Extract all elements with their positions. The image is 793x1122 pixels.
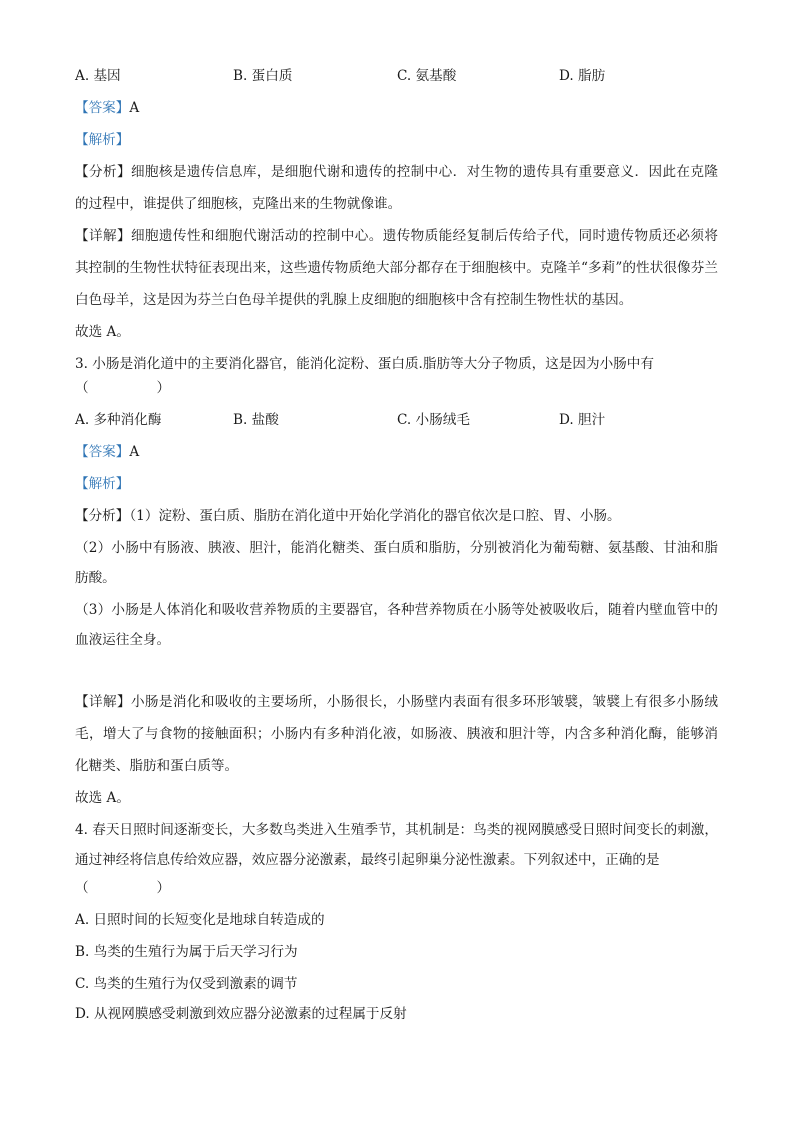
q2-option-a: A. 基因 bbox=[75, 68, 121, 84]
answer-label: 【答案】 bbox=[75, 444, 130, 460]
q2-xiangjie-line-1: 【详解】细胞遗传性和细胞代谢活动的控制中心。遗传物质能经复制后传给子代，同时遗传物质还必须将 bbox=[75, 228, 718, 244]
q2-xiangjie-line-2: 其控制的生物性状特征表现出来，这些遗传物质绝大部分都存在于细胞核中。克隆羊“多莉”的性状很像芬兰 bbox=[75, 260, 718, 276]
q4-stem-line-3: （ ） bbox=[75, 880, 171, 896]
q3-fenxi-line-1: 【分析】（1）淀粉、蛋白质、脂肪在消化道中开始化学消化的器官依次是口腔、胃、小肠。 bbox=[75, 508, 621, 524]
q3-answer bbox=[75, 442, 139, 462]
q3-option-a: A. 多种消化酶 bbox=[75, 412, 162, 428]
q4-option-b: B. 鸟类的生殖行为属于后天学习行为 bbox=[75, 944, 298, 960]
q3-option-b: B. 盐酸 bbox=[233, 412, 279, 428]
q3-xiangjie-line-2: 毛，增大了与食物的接触面积；小肠内有多种消化液，如肠液、胰液和胆汁等，内含多种消化酶，能够消 bbox=[75, 726, 718, 742]
q3-fenxi-line-5: 血液运往全身。 bbox=[75, 632, 171, 648]
q3-xiangjie-line-3: 化糖类、脂肪和蛋白质等。 bbox=[75, 758, 239, 774]
q3-fenxi-line-3: 肪酸。 bbox=[75, 570, 116, 586]
q3-fenxi-line-4: （3）小肠是人体消化和吸收营养物质的主要器官，各种营养物质在小肠等处被吸收后，随着内壁血管中的 bbox=[75, 602, 718, 618]
q4-option-a: A. 日照时间的长短变化是地球自转造成的 bbox=[75, 912, 325, 928]
q4-stem-line-2: 通过神经将信息传给效应器，效应器分泌激素，最终引起卵巢分泌性激素。下列叙述中，正确的是 bbox=[75, 852, 660, 868]
q2-option-d: D. 脂肪 bbox=[559, 68, 606, 84]
q3-xiangjie-line-1: 【详解】小肠是消化和吸收的主要场所，小肠很长，小肠壁内表面有很多环形皱襞，皱襞上有很多小肠绒 bbox=[75, 694, 718, 710]
q2-conclusion: 故选 A。 bbox=[75, 324, 130, 340]
q3-fenxi-line-2: （2）小肠中有肠液、胰液、胆汁，能消化糖类、蛋白质和脂肪，分别被消化为葡萄糖、氨基酸、甘油和脂 bbox=[75, 540, 718, 556]
q2-option-b: B. 蛋白质 bbox=[233, 68, 293, 84]
q3-analysis-label: 【解析】 bbox=[75, 476, 130, 492]
q4-option-c: C. 鸟类的生殖行为仅受到激素的调节 bbox=[75, 976, 298, 992]
q4-option-d: D. 从视网膜感受刺激到效应器分泌激素的过程属于反射 bbox=[75, 1006, 407, 1022]
q2-option-c: C. 氨基酸 bbox=[397, 68, 457, 84]
q2-answer bbox=[75, 98, 139, 118]
q3-conclusion: 故选 A。 bbox=[75, 790, 130, 806]
q3-option-c: C. 小肠绒毛 bbox=[397, 412, 470, 428]
q2-answer-value: A bbox=[129, 100, 140, 116]
q3-stem-line-1: 3. 小肠是消化道中的主要消化器官，能消化淀粉、蛋白质.脂肪等大分子物质，这是因为小肠中有 bbox=[75, 356, 654, 372]
q2-fenxi-line-2: 的过程中，谁提供了细胞核，克隆出来的生物就像谁。 bbox=[75, 196, 402, 212]
answer-label: 【答案】 bbox=[75, 100, 130, 116]
q4-stem-line-1: 4. 春天日照时间逐渐变长，大多数鸟类进入生殖季节，其机制是：鸟类的视网膜感受日照时间变长的刺激， bbox=[75, 822, 718, 838]
q2-fenxi-line-1: 【分析】细胞核是遗传信息库，是细胞代谢和遗传的控制中心．对生物的遗传具有重要意义．因此在克隆 bbox=[75, 164, 718, 180]
q2-analysis-label: 【解析】 bbox=[75, 132, 130, 148]
q3-option-d: D. 胆汁 bbox=[559, 412, 606, 428]
q3-answer-value: A bbox=[129, 444, 140, 460]
q3-stem-line-2: （ ） bbox=[75, 380, 171, 396]
q2-xiangjie-line-3: 白色母羊，这是因为芬兰白色母羊提供的乳腺上皮细胞的细胞核中含有控制生物性状的基因。 bbox=[75, 292, 633, 308]
